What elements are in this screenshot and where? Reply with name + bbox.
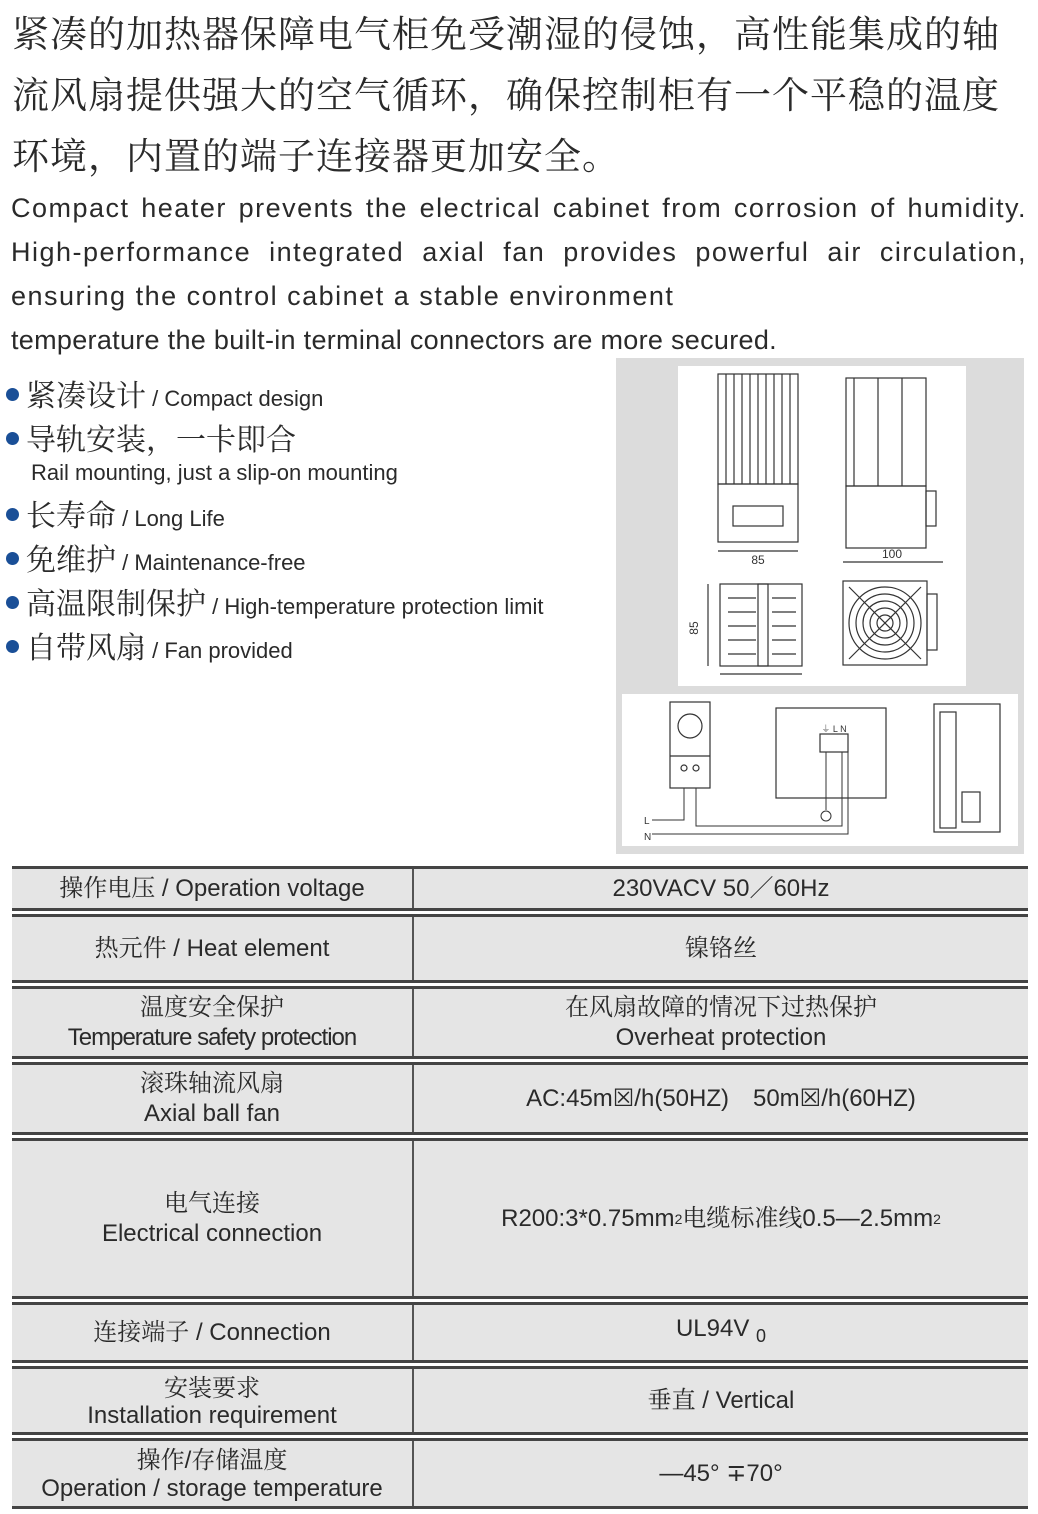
spec-value: 230VACV 50／60Hz — [413, 868, 1028, 910]
bullet-icon — [6, 432, 19, 445]
spec-key-zh: 电气连接 — [164, 1189, 260, 1217]
spec-value: 垂直 / Vertical — [413, 1368, 1028, 1434]
spec-key-zh: 安装要求 — [164, 1374, 260, 1402]
spec-key — [12, 988, 413, 1058]
intro-english — [11, 186, 1027, 362]
table-row — [12, 988, 1028, 1058]
feature-list — [6, 375, 606, 671]
feature-en: / Compact design — [146, 386, 324, 411]
spec-key-en: Electrical connection — [101, 1219, 323, 1247]
spec-key-zh: 滚珠轴流风扇 — [140, 1069, 284, 1097]
feature-item — [6, 419, 606, 487]
table-row — [12, 1304, 1028, 1362]
spec-value-en: Overheat protection — [615, 1023, 827, 1051]
spec-table — [12, 866, 1028, 1509]
intro-english-last-line: temperature the built-in terminal connectors are more secured. — [11, 325, 777, 355]
table-row — [12, 1140, 1028, 1298]
spec-value-part: UL94V — [675, 1315, 750, 1342]
bullet-icon — [6, 388, 19, 401]
feature-zh: 自带风扇 — [26, 631, 146, 666]
spec-value — [413, 988, 1028, 1058]
heater-terminal-box — [776, 708, 886, 798]
wire-n-label: N — [644, 832, 652, 843]
spec-key — [12, 1140, 413, 1298]
feature-en: / Long Life — [116, 506, 225, 531]
dimension-drawing-panel — [678, 366, 966, 686]
spec-key — [12, 1368, 413, 1434]
spec-value — [413, 1304, 1028, 1362]
wiring-diagram-svg — [622, 694, 1018, 846]
spec-key-zh: 温度安全保护 — [140, 993, 284, 1021]
spec-key-en: Installation requirement — [87, 1401, 337, 1429]
spec-key: 热元件 / Heat element — [12, 916, 413, 982]
spec-key-en: Operation / storage temperature — [41, 1474, 383, 1502]
table-row — [12, 916, 1028, 982]
dim-height-85: 85 — [687, 621, 701, 635]
fan-grille-view — [843, 581, 937, 665]
spec-value: —45° ∓70° — [413, 1440, 1028, 1508]
spec-value: AC:45m☒/h(50HZ) 50m☒/h(60HZ) — [413, 1064, 1028, 1134]
feature-zh: 紧凑设计 — [26, 379, 146, 414]
feature-item — [6, 583, 606, 627]
dim-width-85: 85 — [751, 553, 765, 567]
bullet-icon — [6, 508, 19, 521]
intro-chinese: 紧凑的加热器保障电气柜免受潮湿的侵蚀，高性能集成的轴流风扇提供强大的空气循环，确保控制柜有一个平稳的温度环境，内置的端子连接器更加安全。 — [12, 13, 1000, 178]
feature-zh: 导轨安装，一卡即合 — [26, 423, 296, 458]
feature-en: / Maintenance-free — [116, 550, 306, 575]
spec-key-zh: 操作/存储温度 — [136, 1446, 288, 1474]
spec-key-en: Axial ball fan — [143, 1099, 281, 1127]
table-row — [12, 1064, 1028, 1134]
spec-key — [12, 1440, 413, 1508]
feature-en: / High-temperature protection limit — [206, 594, 544, 619]
heater-side-view — [718, 374, 798, 551]
heater-top-view — [708, 584, 802, 674]
intro-english-main: Compact heater prevents the electrical cabinet from corrosion of humidity. High-performance integrated axial fan provides powerful air circulation, ensuring the control cabinet a stable environment — [11, 193, 1027, 311]
feature-item — [6, 539, 606, 583]
wiring-diagram-panel — [622, 694, 1018, 846]
superscript: 2 — [933, 1210, 941, 1227]
thermostat — [670, 702, 710, 788]
feature-en: / Fan provided — [146, 638, 293, 663]
bullet-icon — [6, 640, 19, 653]
wires — [652, 752, 848, 834]
spec-value: 镍铬丝 — [413, 916, 1028, 982]
bullet-icon — [6, 596, 19, 609]
product-drawings — [616, 358, 1024, 854]
spec-value-part: 电缆标准线0.5—2.5mm — [682, 1204, 934, 1232]
feature-zh: 免维护 — [26, 543, 116, 578]
dimension-drawings-svg — [678, 366, 966, 686]
heater-front-view — [843, 378, 943, 562]
subscript: 0 — [756, 1326, 767, 1346]
table-row — [12, 868, 1028, 910]
spec-key — [12, 1064, 413, 1134]
spec-value — [413, 1140, 1028, 1298]
terminal-labels: ⏚ L N — [821, 724, 847, 734]
spec-key-en: Temperature safety protection — [67, 1023, 357, 1051]
table-row — [12, 1440, 1028, 1508]
superscript: 2 — [674, 1210, 683, 1227]
spec-value-part: R200:3*0.75mm — [501, 1204, 675, 1232]
feature-item — [6, 627, 606, 671]
spec-key: 连接端子 / Connection — [12, 1304, 413, 1362]
bullet-icon — [6, 552, 19, 565]
feature-zh: 长寿命 — [26, 499, 116, 534]
spec-key: 操作电压 / Operation voltage — [12, 868, 413, 910]
spec-value-zh: 在风扇故障的情况下过热保护 — [565, 993, 877, 1021]
cabinet-mounting-view — [934, 704, 1000, 832]
feature-item — [6, 495, 606, 539]
wire-l-label: L — [644, 816, 650, 827]
dim-width-100: 100 — [881, 547, 903, 561]
feature-zh: 高温限制保护 — [26, 587, 206, 622]
table-row — [12, 1368, 1028, 1434]
feature-item — [6, 375, 606, 419]
feature-sub: Rail mounting, just a slip-on mounting — [31, 460, 398, 485]
